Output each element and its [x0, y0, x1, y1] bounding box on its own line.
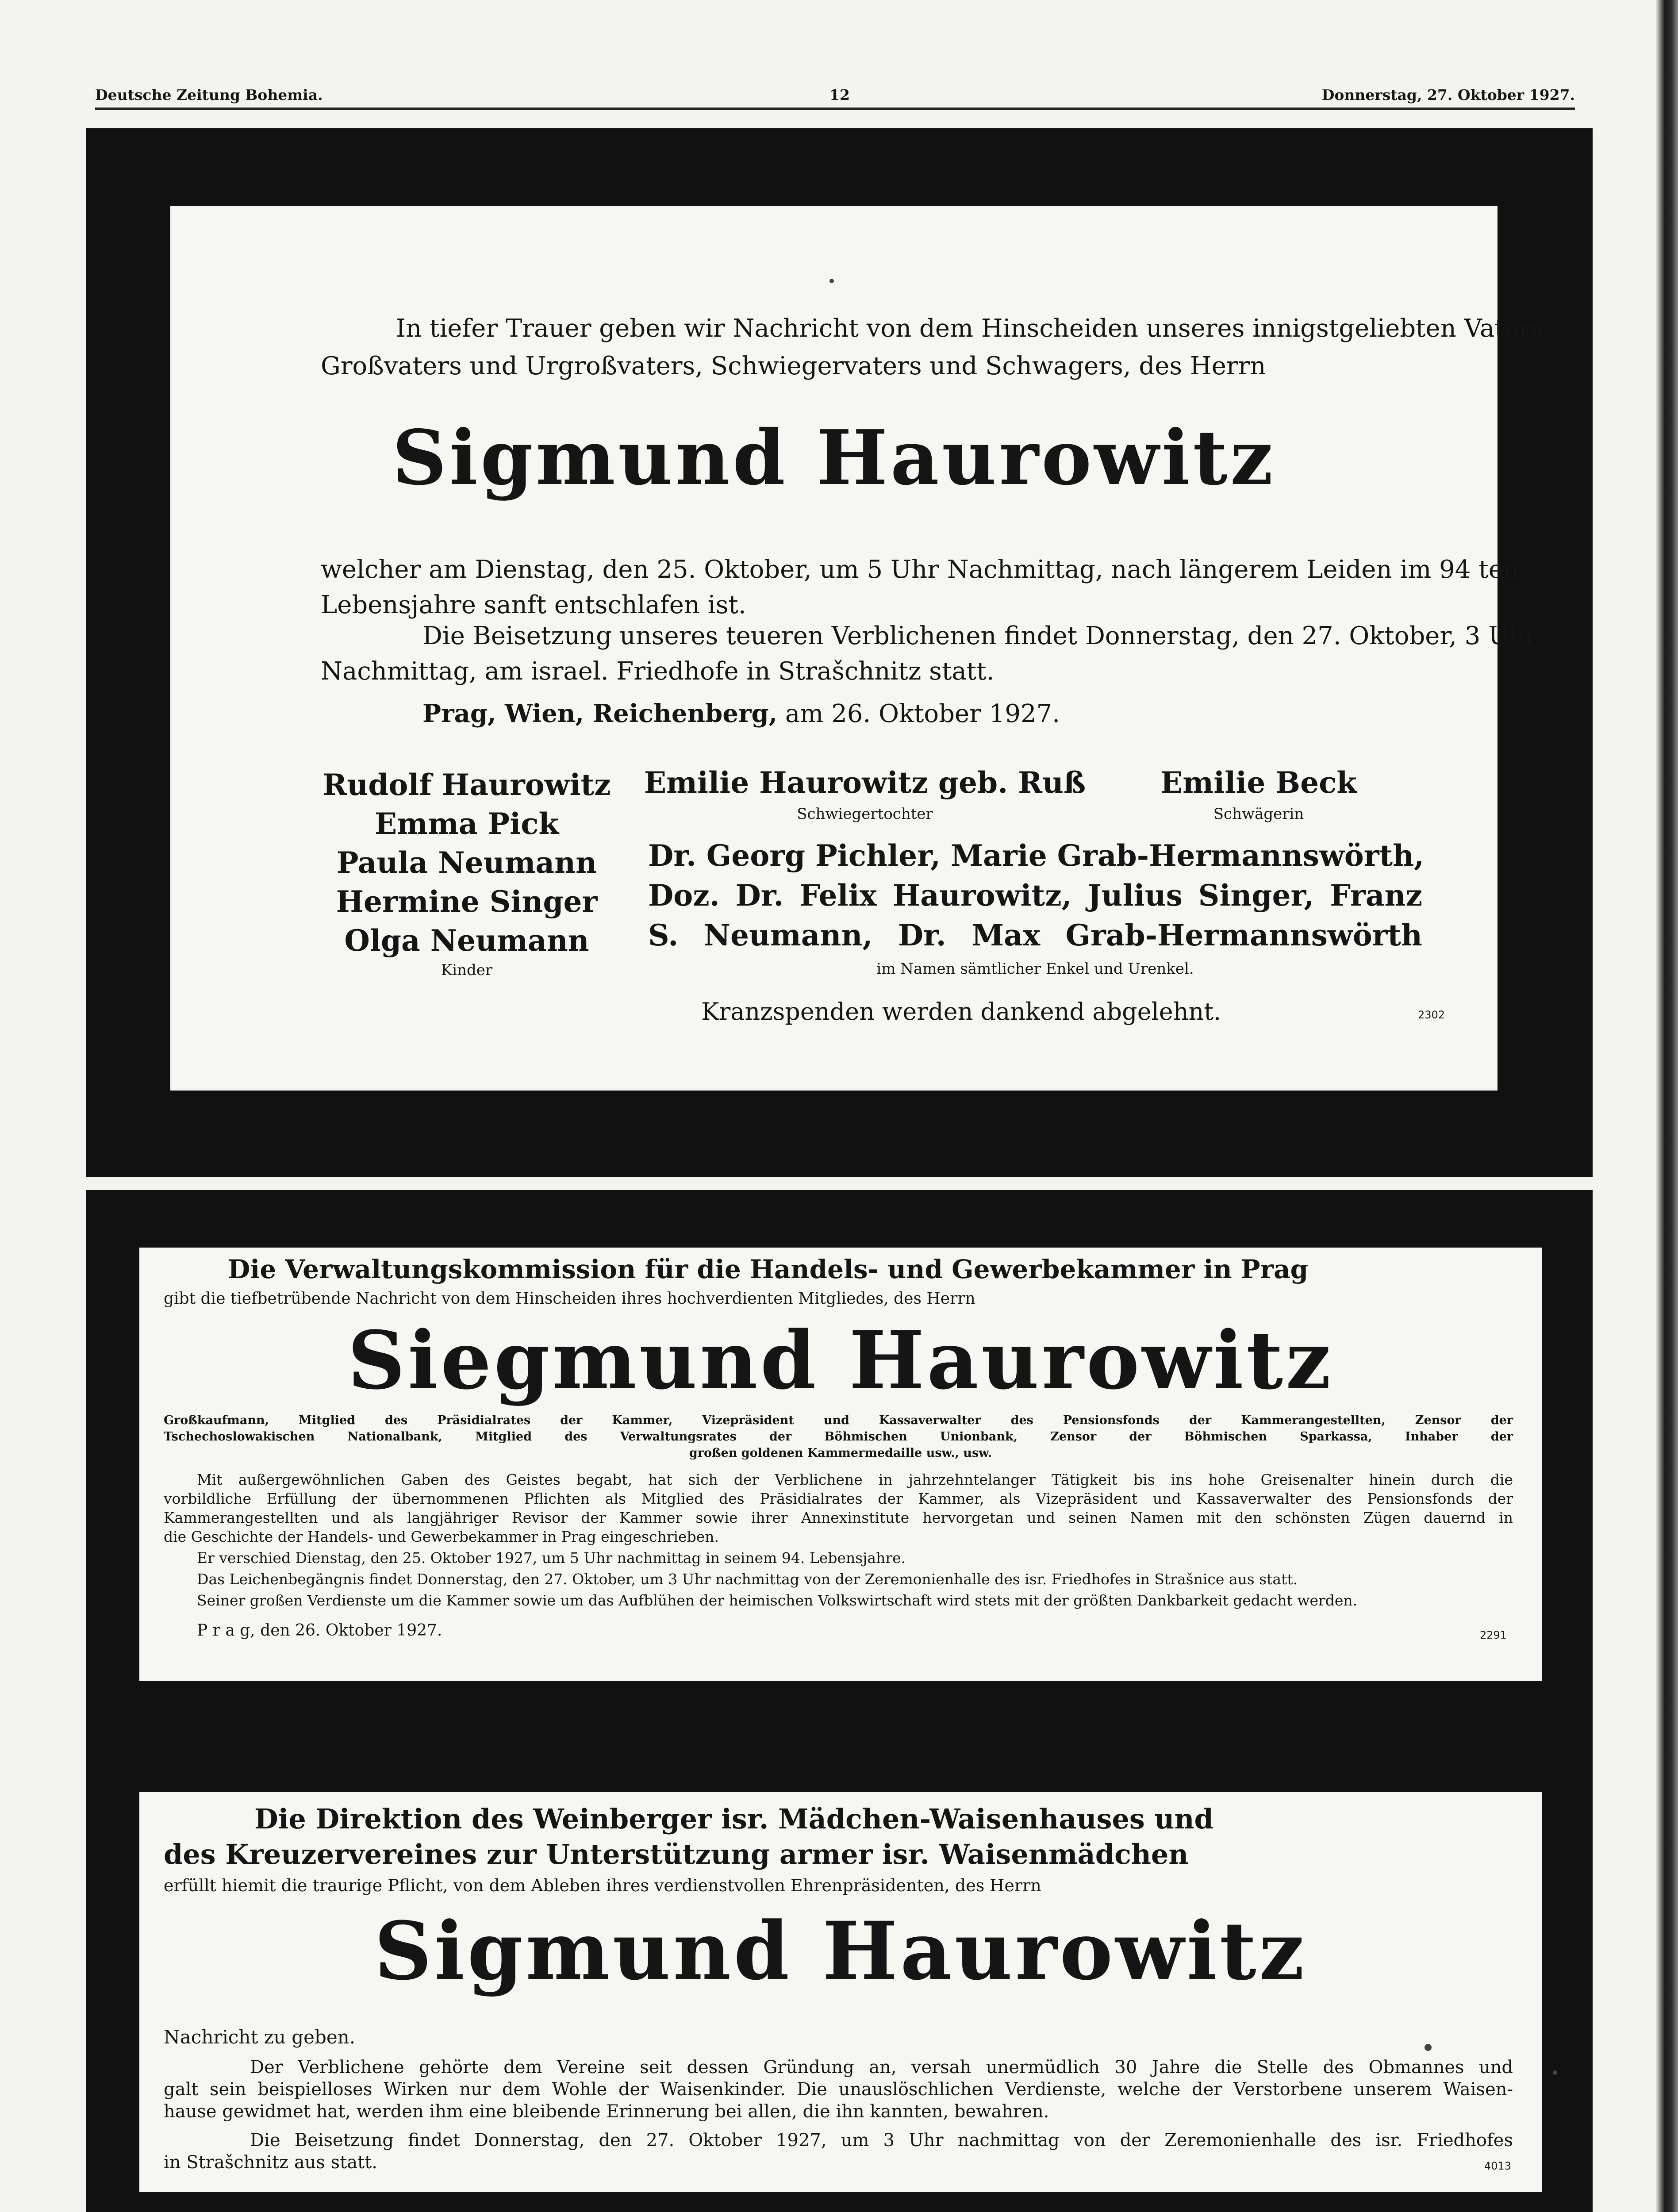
body-line-1: welcher am Dienstag, den 25. Oktober, um 5 Uhr Nachmittag, nach längerem Leiden im 94 ten	[321, 555, 1519, 584]
child-name: Emma Pick	[374, 806, 559, 841]
obituary-family-panel	[170, 206, 1552, 1091]
body-line-4: Nachmittag, am israel. Friedhofe in Strašchnitz statt.	[321, 657, 995, 686]
child-name: Hermine Singer	[336, 884, 598, 919]
deceased-name: Sigmund Haurowitz	[392, 414, 1276, 502]
grandchildren-line-1: Dr. Georg Pichler, Marie Grab-Hermannswörth,	[648, 838, 1425, 873]
burial-line-1: Die Beisetzung findet Donnerstag, den 27. Oktober 1927, um 3 Uhr nachmittag von der Zeremonienhalle des isr. Friedhofes	[250, 2130, 1513, 2151]
titles-line-1: Großkaufmann, Mitglied des Präsidialrates der Kammer, Vizepräsident und Kassaverwalter des Pensionsfonds der Kammerangestellten, Zensor der	[164, 1413, 1513, 1427]
deceased-name: Sigmund Haurowitz	[374, 1905, 1307, 1998]
chamber-org: Die Verwaltungskommission für die Handels- und Gewerbekammer in Prag	[228, 1254, 1309, 1284]
orphanage-org-line-2: des Kreuzervereines zur Unterstützung armer isr. Waisenmädchen	[164, 1838, 1189, 1870]
obituary-orphanage-notice	[86, 1734, 1593, 2212]
gratitude-line: Seiner großen Verdienste um die Kammer sowie um das Aufblühen der heimischen Volkswirtschaft wird stets mit der größten Dankbarkeit gedacht werden.	[197, 1592, 1358, 1609]
header-rule	[95, 108, 1575, 110]
grandchildren-line-2: Doz. Dr. Felix Haurowitz, Julius Singer, Franz	[648, 878, 1422, 913]
merits-line-2: vorbildliche Erfüllung der übernommenen Pflichten als Mitglied des Präsidialrates der Kammer, als Vizepräsident und Kassaverwalter des Pensionsfonds der	[164, 1490, 1513, 1507]
grandchildren-line-3: S. Neumann, Dr. Max Grab-Hermannswörth	[648, 918, 1422, 952]
merits-line-2: galt sein beispielloses Wirken nur dem Wohle der Waisenkinder. Die unauslöschlichen Verdienste, welche der Verstorbene unserem Waisen-	[164, 2079, 1513, 2100]
child-name: Paula Neumann	[336, 845, 597, 880]
intro-line-2: Großvaters und Urgroßvaters, Schwiegervaters und Schwagers, des Herrn	[321, 352, 1266, 380]
children-label: Kinder	[441, 961, 493, 979]
child-name: Rudolf Haurowitz	[323, 768, 611, 802]
obituary-chamber-panel	[139, 1248, 1542, 1681]
titles-line-2: Tschechoslowakischen Nationalbank, Mitglied des Verwaltungsrates der Böhmischen Unionbank, Zensor der Böhmischen Sparkassa, Inhaber der	[164, 1430, 1513, 1444]
orphanage-org-line-1: Die Direktion des Weinberger isr. Mädchen-Waisenhauses und	[254, 1803, 1213, 1835]
merits-line-3: hause gewidmet hat, werden ihm eine bleibende Erinnerung bei allen, die ihn kannten, bewahren.	[164, 2101, 1049, 2122]
merits-line-1: Der Verblichene gehörte dem Vereine seit dessen Gründung an, versah unermüdlich 30 Jahre die Stelle des Obmannes und	[250, 2057, 1513, 2078]
issue-date: Donnerstag, 27. Oktober 1927.	[1321, 86, 1575, 104]
place-date: P r a g, den 26. Oktober 1927.	[197, 1621, 442, 1640]
obituary-family-notice	[86, 128, 1593, 1177]
page-header	[95, 86, 1575, 108]
scan-speck	[1425, 2044, 1432, 2051]
deceased-name: Siegmund Haurowitz	[347, 1314, 1334, 1407]
body-line-2: Lebensjahre sanft entschlafen ist.	[321, 591, 746, 619]
burial-line-2: in Strašchnitz aus statt.	[164, 2152, 377, 2173]
page-number: 12	[829, 86, 850, 104]
orphanage-intro: erfüllt hiemit die traurige Pflicht, von dem Ableben ihres verdienstvollen Ehrenpräsidenten, des Herrn	[164, 1876, 1041, 1895]
obituary-orphanage-panel	[139, 1792, 1542, 2192]
merits-line-3: Kammerangestellten und als langjähriger Revisor der Kammer sowie ihrer Annexinstitute hervorgetan und seinen Namen mit den schönsten Zügen dauernd in	[164, 1509, 1513, 1526]
wreath-note: Kranzspenden werden dankend abgelehnt.	[701, 998, 1221, 1025]
chamber-intro: gibt die tiefbetrübende Nachricht von dem Hinscheiden ihres hochverdienten Mitgliedes, des Herrn	[164, 1290, 975, 1308]
ad-code: 4013	[1484, 2160, 1512, 2172]
scan-speck	[829, 279, 834, 283]
body-line-3: Die Beisetzung unseres teueren Verblichenen findet Donnerstag, den 27. Oktober, 3 Uhr	[422, 622, 1537, 650]
after-name: Nachricht zu geben.	[164, 2026, 356, 2048]
scan-speck	[1553, 2070, 1557, 2075]
scan-edge	[1656, 0, 1678, 2212]
funeral-line: Das Leichenbegängnis findet Donnerstag, den 27. Oktober, um 3 Uhr nachmittag von der Zeremonienhalle des isr. Friedhofes in Strašnice aus statt.	[197, 1571, 1298, 1588]
intro-line-1: In tiefer Trauer geben wir Nachricht von dem Hinscheiden unseres innigstgeliebten Vaters,	[396, 314, 1552, 343]
place-line	[422, 699, 1060, 728]
newspaper-name: Deutsche Zeitung Bohemia.	[95, 86, 323, 104]
place-date: am 26. Oktober 1927.	[785, 699, 1060, 728]
children-list	[307, 765, 626, 980]
merits-line-1: Mit außergewöhnlichen Gaben des Geistes begabt, hat sich der Verblichene in jahrzehntelanger Tätigkeit bis ins hohe Greisenalter hinein durch die	[197, 1471, 1513, 1488]
merits-line-4: die Geschichte der Handels- und Gewerbekammer in Prag eingeschrieben.	[164, 1528, 719, 1545]
ad-code: 2291	[1480, 1629, 1507, 1641]
sister-in-law: Emilie Beck	[1160, 765, 1357, 800]
death-line: Er verschied Dienstag, den 25. Oktober 1927, um 5 Uhr nachmittag in seinem 94. Lebensjahre.	[197, 1549, 906, 1567]
daughter-in-law: Emilie Haurowitz geb. Ruß	[644, 765, 1086, 800]
ad-code: 2302	[1418, 1009, 1445, 1021]
obituary-chamber-notice	[86, 1190, 1593, 1739]
grandchildren-label: im Namen sämtlicher Enkel und Urenkel.	[876, 960, 1194, 978]
places: Prag, Wien, Reichenberg,	[422, 699, 778, 728]
sister-in-law-label: Schwägerin	[1213, 805, 1304, 823]
titles-line-3: großen goldenen Kammermedaille usw., usw.	[689, 1446, 992, 1460]
daughter-in-law-label: Schwiegertochter	[797, 805, 933, 823]
child-name: Olga Neumann	[344, 923, 589, 958]
